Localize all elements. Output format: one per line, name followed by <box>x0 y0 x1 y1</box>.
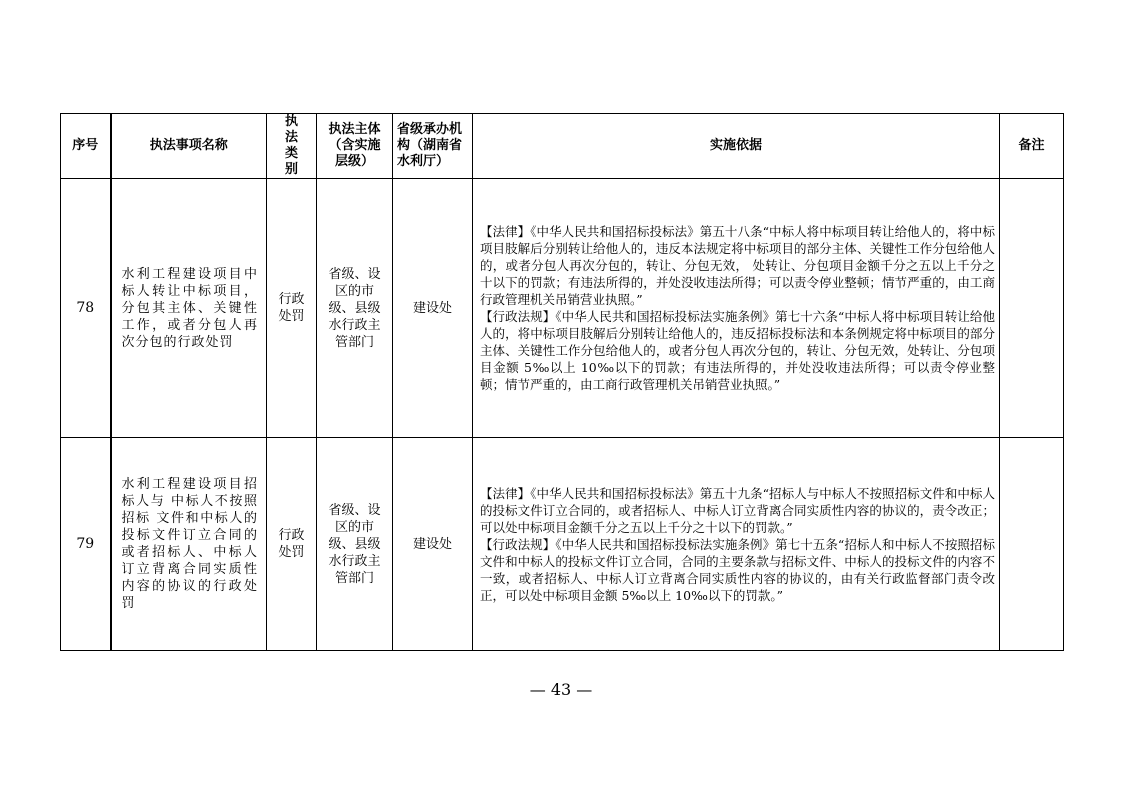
row-type <box>267 179 317 438</box>
row-item-name: 水利工程建设项目中标人转让中标项目，分包其主体、关键性工作，或者分包人再次分包的行政处罚 <box>111 179 267 438</box>
basis-regulation: 【行政法规】《中华人民共和国招标投标法实施条例》第七十六条“中标人将中标项目转让给他人的，将中标项目肢解后分别转让给他人的，违反招标投标法和本条例规定将中标项目的部分主体、关键性工作分包给他人的，或者分包人再次分包的，转让、分包无效，处转让、分包项目金额 5‰以上 10‰以下的罚款；有违法所得的，并处没收违法所得；可以责令停业整顿；情节严重的，由工商行政管理机关吊销营业执照。” <box>480 309 995 392</box>
row-seq: 78 <box>61 179 111 438</box>
header-org <box>393 114 473 179</box>
row-seq: 79 <box>61 438 111 651</box>
header-basis: 实施依据 <box>473 114 1000 179</box>
header-name: 执法事项名称 <box>111 114 267 179</box>
basis-regulation: 【行政法规】《中华人民共和国招标投标法实施条例》第七十五条“招标人和中标人不按照招标文件和中标人的投标文件订立合同，合同的主要条款与招标文件、中标人的投标文件的内容不一致，或者招标人、中标人订立背离合同实质性内容的协议的，由有关行政监督部门责令改正，可以处中标项目金额 5‰以上 10‰以下的罚款。” <box>480 536 995 603</box>
header-remark: 备注 <box>1000 114 1064 179</box>
row-type-text: 行政处罚 <box>278 292 305 324</box>
header-subject-text: 执法主体（含实施层级） <box>328 122 381 169</box>
row-basis <box>473 438 1000 651</box>
table-header-row <box>61 114 1064 179</box>
row-subject: 省级、设区的市级、县级水行政主管部门 <box>317 438 393 651</box>
page-number: — 43 — <box>529 680 593 699</box>
row-type-text: 行政处罚 <box>278 528 305 560</box>
row-basis <box>473 179 1000 438</box>
row-remark <box>1000 179 1064 438</box>
table-row <box>61 438 1064 651</box>
enforcement-table <box>60 113 1064 651</box>
row-remark <box>1000 438 1064 651</box>
header-type-text: 执法类别 <box>284 114 298 177</box>
basis-law: 【法律】《中华人民共和国招标投标法》第五十八条“中标人将中标项目转让给他人的，将中标项目肢解后分别转让给他人的，违反本法规定将中标项目的部分主体、关键性工作分包给他人的，或者分包人再次分包的，转让、分包无效， 处转让、分包项目金额千分之五以上千分之十以下的罚款；有违法所得的，并处没收违法所得；可以责令停业整顿；情节严重的，由工商行政管理机关吊销营业执照。” <box>480 224 995 307</box>
row-type <box>267 438 317 651</box>
header-seq: 序号 <box>61 114 111 179</box>
row-org: 建设处 <box>393 179 473 438</box>
row-subject: 省级、设区的市级、县级水行政主管部门 <box>317 179 393 438</box>
row-item-name: 水利工程建设项目招标人与 中标人不按照招标 文件和中标人的投标文件订立合同的或者招标人、中标人订立背离合同实质性内容的协议的行政处罚 <box>111 438 267 651</box>
header-subject <box>317 114 393 179</box>
header-type <box>267 114 317 179</box>
table-row <box>61 179 1064 438</box>
header-org-text: 省级承办机构（湖南省水利厅） <box>397 122 463 169</box>
basis-law: 【法律】《中华人民共和国招标投标法》第五十九条“招标人与中标人不按照招标文件和中标人的投标文件订立合同的，或者招标人、中标人订立背离合同实质性内容的协议的，责令改正；可以处中标项目金额千分之五以上千分之十以下的罚款。” <box>480 485 995 535</box>
row-org: 建设处 <box>393 438 473 651</box>
